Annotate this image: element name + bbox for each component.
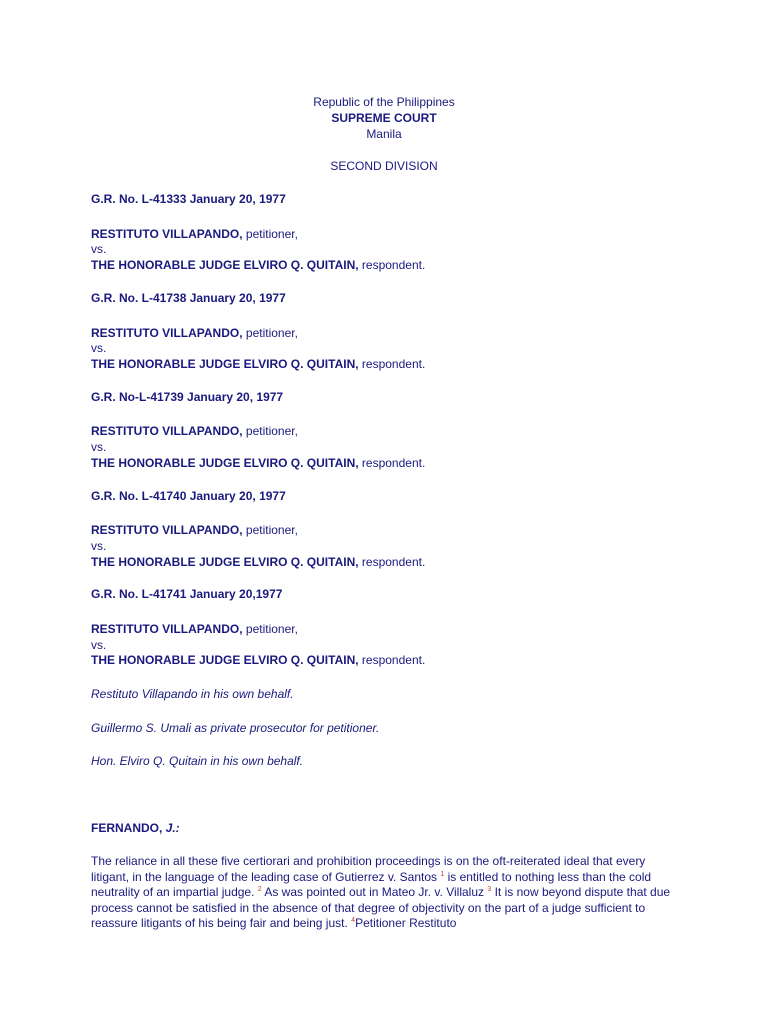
respondent-name: THE HONORABLE JUDGE ELVIRO Q. QUITAIN,: [91, 555, 359, 569]
paragraph-text: As was pointed out in Mateo Jr. v. Villaluz: [261, 885, 488, 899]
petitioner-name: RESTITUTO VILLAPANDO,: [91, 424, 243, 438]
petitioner-name: RESTITUTO VILLAPANDO,: [91, 523, 243, 537]
petitioner-line: [91, 226, 298, 242]
petitioner-role: petitioner,: [242, 326, 298, 340]
case-number: G.R. No. L-41741 January 20,1977: [91, 587, 283, 601]
petitioner-role: petitioner,: [242, 227, 298, 241]
ponente: [91, 820, 180, 836]
paragraph-text: Petitioner Restituto: [355, 916, 457, 930]
respondent-line: [91, 652, 425, 668]
case-number: G.R. No. L-41333 January 20, 1977: [91, 192, 286, 206]
respondent-role: respondent.: [358, 357, 426, 371]
ponente-title: J.:: [162, 821, 180, 835]
ponente-name: FERNANDO,: [91, 821, 163, 835]
case-number: G.R. No. L-41740 January 20, 1977: [91, 489, 286, 503]
versus-text: vs.: [91, 539, 107, 553]
respondent-line: [91, 257, 425, 273]
paragraph-text: It is now beyond dispute that due process cannot be satisfied in the absence of that degree of objectivity on the part of a judge sufficient to reassure litigants of his being fair and being just.: [91, 885, 671, 930]
petitioner-line: [91, 423, 298, 439]
respondent-name: THE HONORABLE JUDGE ELVIRO Q. QUITAIN,: [91, 653, 359, 667]
paragraph-text: The reliance in all these five certiorari and prohibition proceedings is on the oft-reiterated ideal that every litigant, in the language of the leading case of Gutierrez v. Santos: [91, 854, 646, 884]
court-heading: SUPREME COURT: [331, 111, 437, 125]
petitioner-name: RESTITUTO VILLAPANDO,: [91, 622, 243, 636]
footnote-link[interactable]: 4: [351, 917, 356, 924]
footnote-link[interactable]: 2: [257, 886, 262, 893]
footnote-link[interactable]: 1: [440, 870, 445, 878]
case-number: G.R. No-L-41739 January 20, 1977: [91, 390, 284, 404]
respondent-role: respondent.: [358, 555, 426, 569]
petitioner-line: [91, 325, 298, 341]
respondent-line: [91, 356, 425, 372]
versus-text: vs.: [91, 440, 107, 454]
respondent-name: THE HONORABLE JUDGE ELVIRO Q. QUITAIN,: [91, 357, 359, 371]
paragraph-text: is entitled to nothing less than the cold neutrality of an impartial judge.: [91, 869, 652, 899]
counsel-line: Guillermo S. Umali as private prosecutor for petitioner.: [91, 721, 380, 735]
versus-text: vs.: [91, 341, 107, 355]
respondent-line: [91, 554, 425, 570]
petitioner-name: RESTITUTO VILLAPANDO,: [91, 227, 243, 241]
versus-text: vs.: [91, 242, 107, 256]
case-number: G.R. No. L-41738 January 20, 1977: [91, 291, 286, 305]
respondent-role: respondent.: [358, 653, 426, 667]
respondent-name: THE HONORABLE JUDGE ELVIRO Q. QUITAIN,: [91, 456, 359, 470]
petitioner-line: [91, 522, 298, 538]
versus-text: vs.: [91, 638, 107, 652]
opinion-paragraph: [91, 854, 671, 932]
city-heading: Manila: [366, 127, 402, 141]
counsel-line: Restituto Villapando in his own behalf.: [91, 687, 294, 701]
division-heading: SECOND DIVISION: [330, 159, 438, 173]
petitioner-role: petitioner,: [242, 523, 298, 537]
petitioner-role: petitioner,: [242, 424, 298, 438]
respondent-role: respondent.: [358, 456, 426, 470]
respondent-name: THE HONORABLE JUDGE ELVIRO Q. QUITAIN,: [91, 258, 359, 272]
respondent-line: [91, 455, 425, 471]
counsel-line: Hon. Elviro Q. Quitain in his own behalf.: [91, 754, 304, 768]
petitioner-name: RESTITUTO VILLAPANDO,: [91, 326, 243, 340]
petitioner-role: petitioner,: [242, 622, 298, 636]
footnote-link[interactable]: 3: [487, 886, 492, 893]
petitioner-line: [91, 621, 298, 637]
respondent-role: respondent.: [358, 258, 426, 272]
republic-heading: Republic of the Philippines: [313, 95, 455, 109]
